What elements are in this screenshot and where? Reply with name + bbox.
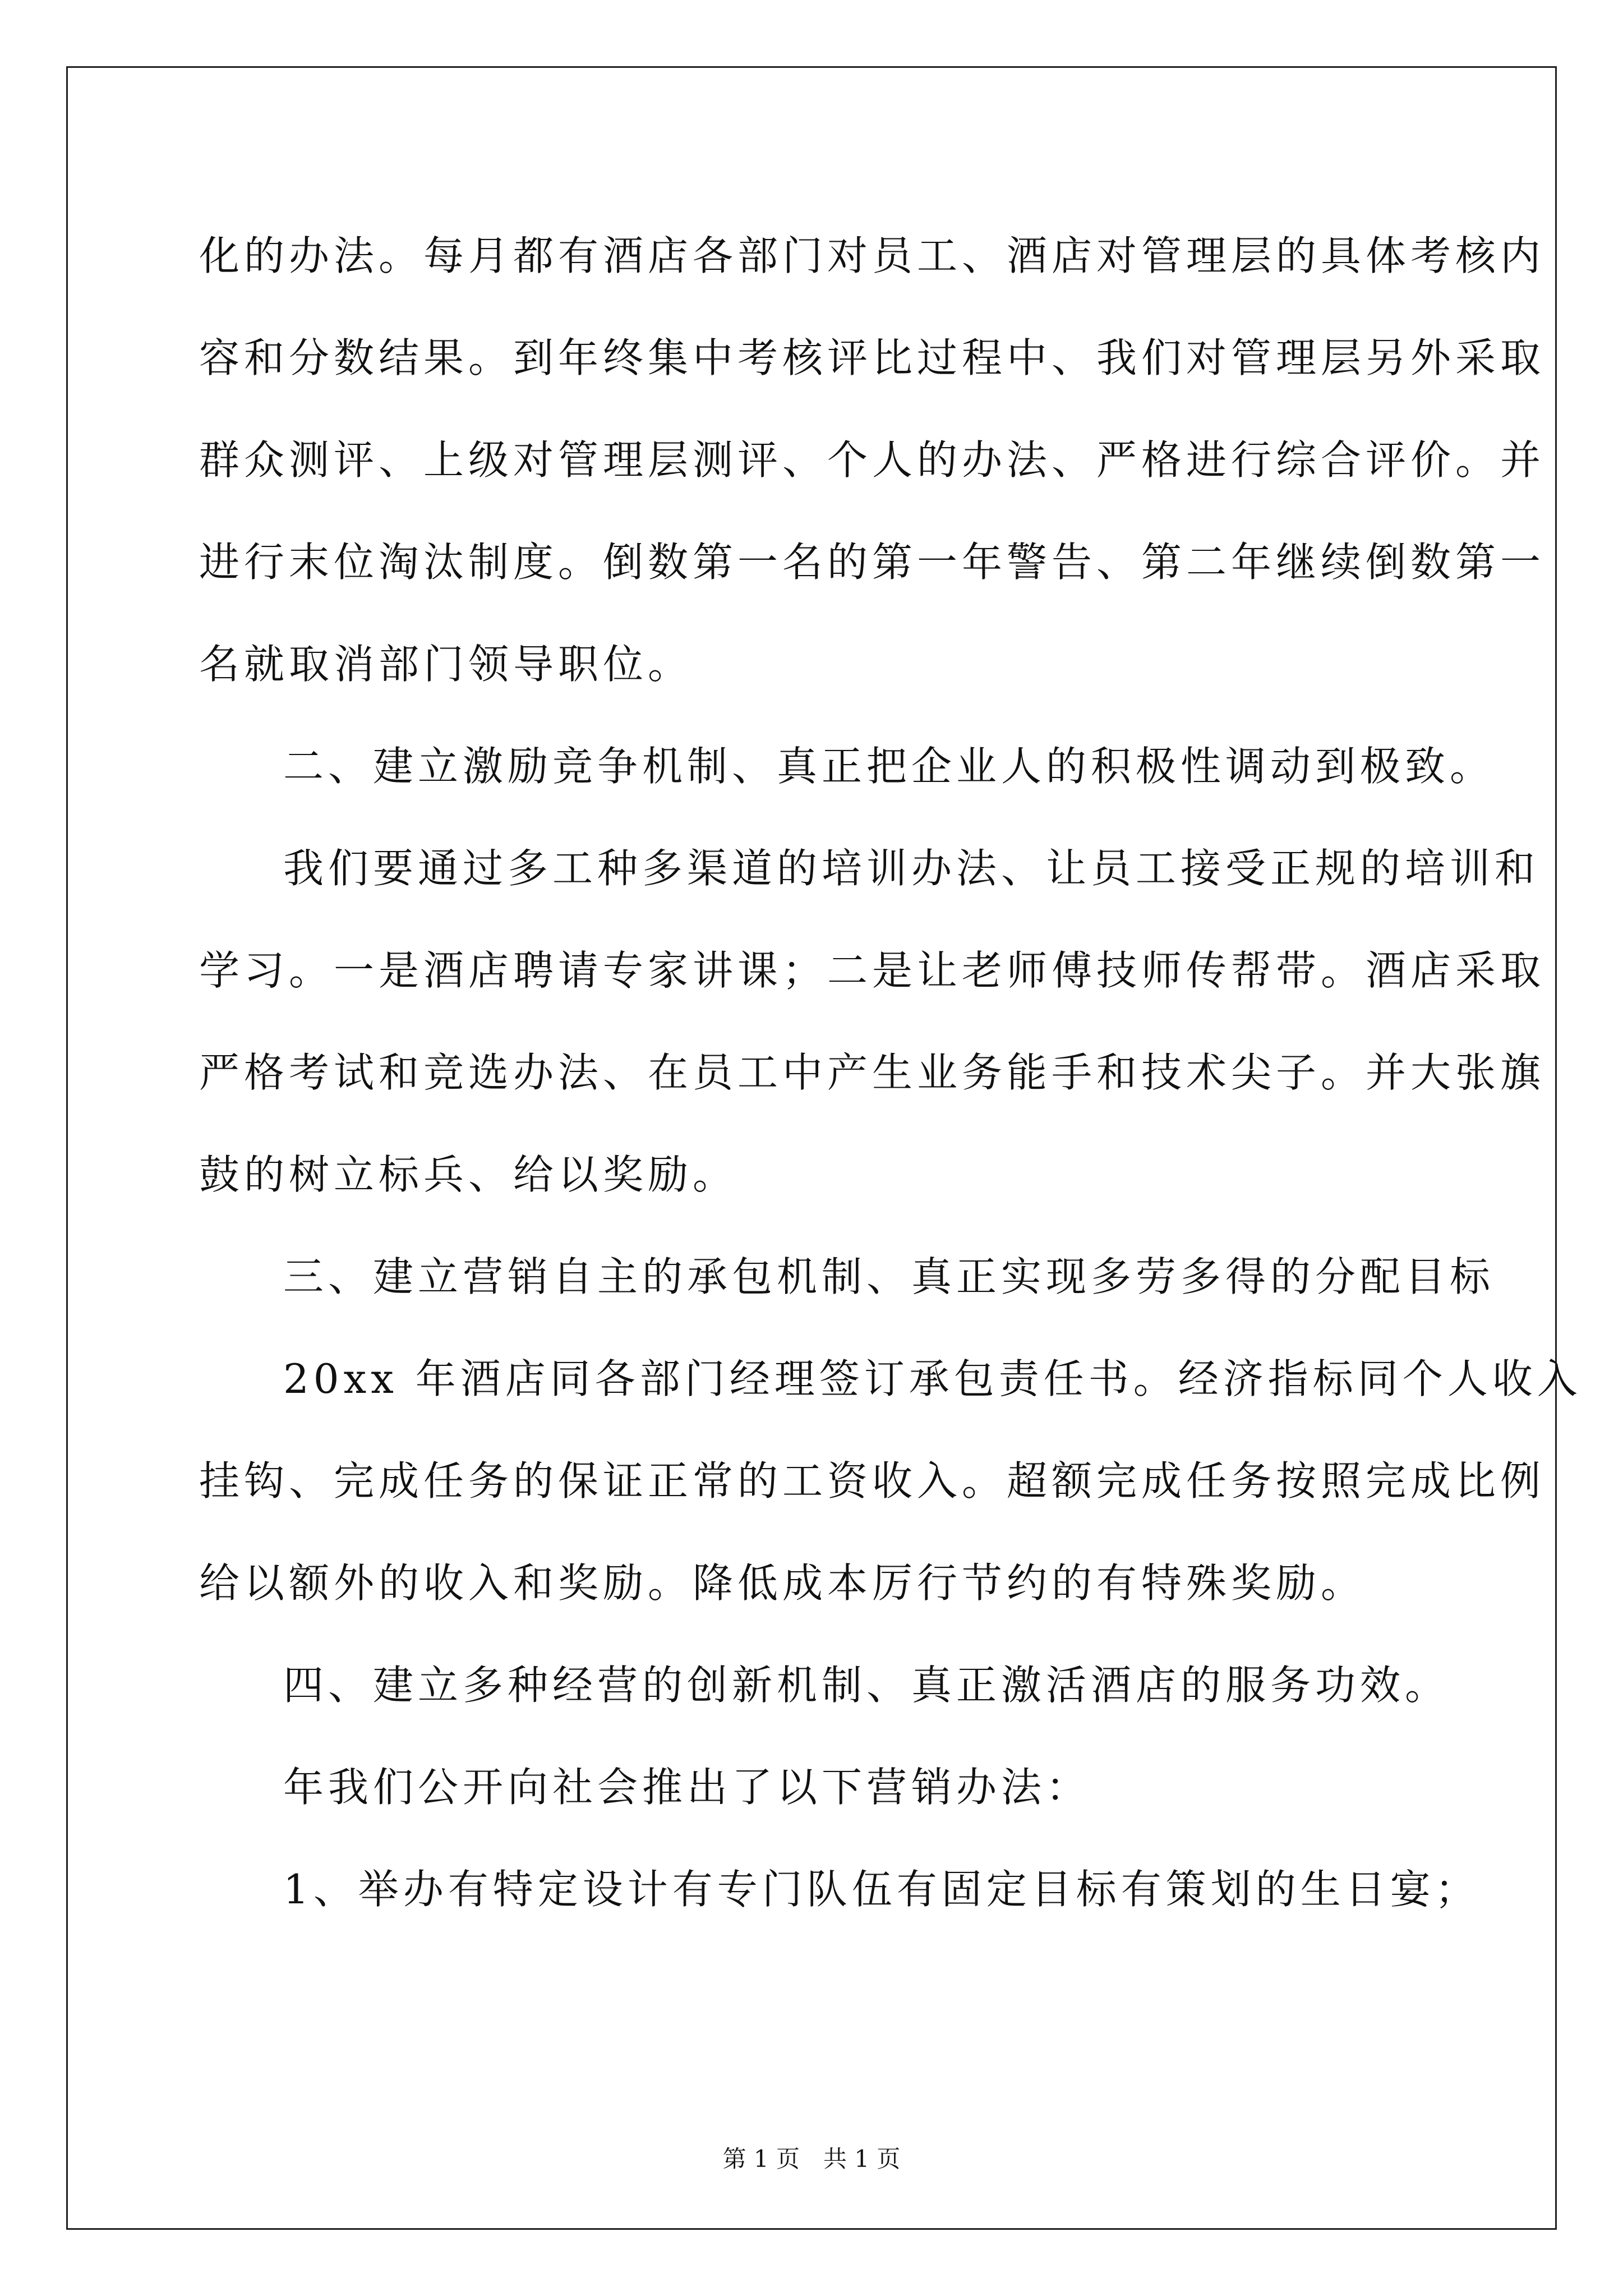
document-body: [199, 205, 1582, 1940]
text-line-8: 学习。一是酒店聘请专家讲课；二是让老师傅技师传帮带。酒店采取: [199, 947, 1546, 994]
section-heading-3: 三、建立营销自主的承包机制、真正实现多劳多得的分配目标: [283, 1253, 1495, 1300]
text-line-5: 名就取消部门领导职位。: [199, 641, 693, 688]
section-heading-4: 四、建立多种经营的创新机制、真正激活酒店的服务功效。: [283, 1662, 1450, 1709]
text-line-9: 严格考试和竞选办法、在员工中产生业务能手和技术尖子。并大张旗: [199, 1049, 1546, 1096]
text-line-2: 容和分数结果。到年终集中考核评比过程中、我们对管理层另外采取: [199, 334, 1546, 381]
text-line-3: 群众测评、上级对管理层测评、个人的办法、严格进行综合评价。并: [199, 436, 1546, 484]
text-line-1: 化的办法。每月都有酒店各部门对员工、酒店对管理层的具体考核内: [199, 232, 1546, 279]
page-footer: 第 1 页 共 1 页: [722, 2145, 901, 2173]
text-line-13: 挂钩、完成任务的保证正常的工资收入。超额完成任务按照完成比例: [199, 1457, 1546, 1504]
section-heading-2: 二、建立激励竞争机制、真正把企业人的积极性调动到极致。: [283, 743, 1495, 790]
paragraph-start-contract: 20xx 年酒店同各部门经理签订承包责任书。经济指标同个人收入: [283, 1355, 1582, 1402]
text-line-10: 鼓的树立标兵、给以奖励。: [199, 1151, 738, 1198]
list-item-1: 1、举办有特定设计有专门队伍有固定目标有策划的生日宴；: [283, 1866, 1480, 1913]
text-line-4: 进行末位淘汰制度。倒数第一名的第一年警告、第二年继续倒数第一: [199, 539, 1546, 586]
paragraph-start-training: 我们要通过多工种多渠道的培训办法、让员工接受正规的培训和: [283, 845, 1540, 892]
text-line-14: 给以额外的收入和奖励。降低成本厉行节约的有特殊奖励。: [199, 1559, 1366, 1607]
paragraph-start-marketing: 年我们公开向社会推出了以下营销办法：: [283, 1764, 1091, 1811]
